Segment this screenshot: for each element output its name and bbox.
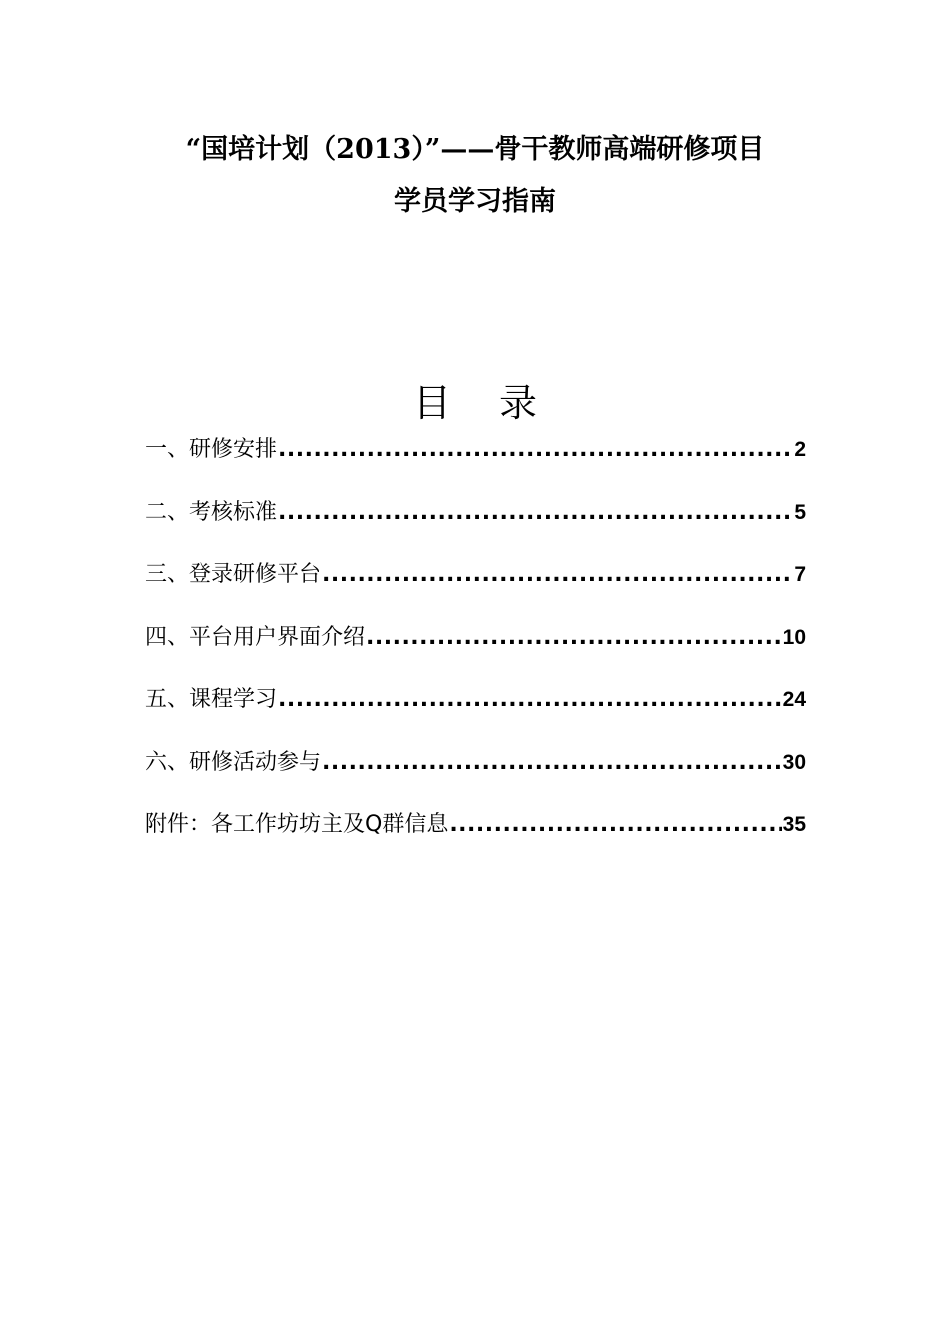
toc-page-number: 35 <box>782 813 806 836</box>
toc-dot-leader <box>278 432 793 468</box>
toc-entry[interactable] <box>145 495 806 558</box>
toc-page-number: 24 <box>782 688 806 711</box>
toc-entry-label: 五、课程学习 <box>145 687 278 712</box>
toc-entry-label: 三、登录研修平台 <box>145 562 322 587</box>
table-of-contents <box>145 432 806 870</box>
toc-page-number: 10 <box>782 625 806 649</box>
toc-dot-leader <box>278 682 782 718</box>
toc-heading: 目 录 <box>412 381 556 425</box>
toc-entry[interactable] <box>145 620 806 683</box>
toc-dot-leader <box>366 620 782 656</box>
toc-page-number: 7 <box>794 563 806 586</box>
toc-dot-leader <box>322 745 782 781</box>
toc-page-number: 2 <box>794 438 806 461</box>
toc-dot-leader <box>278 495 793 531</box>
document-title: “国培计划（2013）”——骨干教师高端研修项目 <box>185 134 765 165</box>
toc-entry[interactable] <box>145 682 806 745</box>
toc-entry-label: 附件：各工作坊坊主及Q群信息 <box>145 812 449 837</box>
toc-dot-leader <box>449 807 781 843</box>
toc-entry-label: 四、平台用户界面介绍 <box>145 624 366 650</box>
toc-page-number: 30 <box>782 750 806 774</box>
toc-entry[interactable] <box>145 557 806 620</box>
toc-entry[interactable] <box>145 432 806 495</box>
toc-page-number: 5 <box>794 500 806 524</box>
toc-dot-leader <box>322 557 793 593</box>
toc-entry[interactable] <box>145 807 806 870</box>
toc-entry-label: 一、研修安排 <box>145 437 278 462</box>
document-subtitle: 学员学习指南 <box>394 186 556 217</box>
toc-entry-label: 二、考核标准 <box>145 499 278 525</box>
toc-entry[interactable] <box>145 745 806 808</box>
toc-entry-label: 六、研修活动参与 <box>145 749 322 775</box>
